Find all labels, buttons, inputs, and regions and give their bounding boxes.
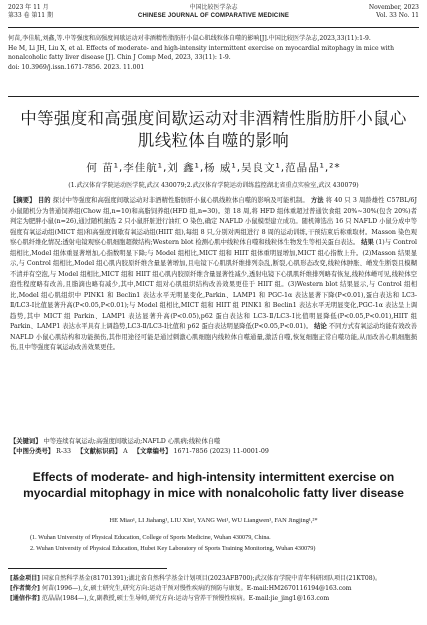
abstract-conclusion: 不同方式有氧运动均能有效改善 NAFLD 小鼠心肌结构和功能损伤,其作用途径可能是通过刺激心肌细胞内线粒体自噬通量,激活自噬,恢复细胞正常自噬功能,从而改善心肌细胞损伤,且中等强度有氧运动改善效果更佳。 bbox=[10, 323, 417, 351]
funding-text: 国家自然科学基金(81701391);湖北省自然科学基金计划项目(2023AFB700);武汉体育学院中青年科研团队项目(21KT08)。 bbox=[41, 575, 382, 582]
footnote-rule bbox=[8, 568, 167, 569]
journal-name-cn: 中国比较医学杂志 bbox=[189, 4, 238, 11]
header-right bbox=[369, 4, 419, 20]
doc-code-value: A bbox=[123, 448, 128, 455]
abstract-objective: 探讨中等强度和高强度间歇运动对非酒精性脂肪肝小鼠心肌线粒体自噬的影响及可能机制。 bbox=[52, 197, 309, 204]
keywords-cn bbox=[10, 437, 417, 448]
keywords-value: 中等连续有氧运动;高强度间歇运动;NAFLD 心肌病;线粒体自噬 bbox=[43, 438, 221, 445]
correspondence-text: 范晶晶(1984—),女,副教授,硕士生导师,研究方向:运动与营养干预慢性疾病。E-mail:jie_jing1@163.com bbox=[41, 595, 330, 602]
doi: doi: 10.3969/j.issn.1671-7856. 2023. 11.001 bbox=[8, 63, 145, 71]
authors-cn: 何 苗¹,李佳航¹,刘 鑫¹,杨 威¹,吴良文¹,范晶晶¹,²* bbox=[86, 162, 341, 174]
footnote-author-bio bbox=[10, 584, 417, 594]
abstract-results-label: 结果 bbox=[361, 239, 374, 246]
footnote-funding bbox=[10, 574, 417, 584]
abstract-methods-label: 方法 bbox=[310, 197, 324, 204]
abstract-methods: 将 40 只 3 周龄雄性 C57BL/6J 小鼠随机分为普通饲养组(Chow 组,n=10)和高脂饲养组(HFD 组,n=30)。第 18 周,将 HFD 组体重超过普通饮食组 20%~30%(包含 20%)者判定为肥胖小鼠(n=26),通过随机抽选 2 只小鼠肝脏进行油红 O 染色,确定 NAFLD 小鼠模型建立成功。随机筛选出 16 只 NAFLD 小鼠分成中等强度有氧运动组(MICT 组)和高强度间歇有氧运动组(HIIT 组),每组 8 只,分别对两组进行 8 周的运动训练,干预结束后称重取材。Masson 染色观察心肌纤维化情况;透射电镜观察心肌细胞超微结构;Western blot 检测心肌中线粒体自噬和线粒体生物发生等相关蛋白表达。 bbox=[10, 197, 417, 246]
keywords-label: 【关键词】 bbox=[10, 438, 42, 445]
classification-line bbox=[10, 447, 417, 458]
affiliation-cn: (1.武汉体育学院运动医学院,武汉 430079;2.武汉体育学院运动训练监控湖北省重点实验室,武汉 430079) bbox=[68, 182, 359, 189]
citation-rule bbox=[8, 96, 419, 97]
issue-volume-en: Vol. 33 No. 11 bbox=[376, 12, 419, 19]
issue-date-cn: 2023 年 11 月 bbox=[8, 4, 49, 11]
author-bio-text: 何苗(1996—),女,硕士研究生,研究方向:运动干预对慢性疾病的预防与康复。E-mail:HM2670116194@163.com bbox=[41, 585, 352, 592]
journal-name-en: CHINESE JOURNAL OF COMPARATIVE MEDICINE bbox=[137, 13, 290, 19]
article-number-value: 1671-7856 (2023) 11-0001-09 bbox=[173, 448, 269, 455]
doc-code-label: 【文献标识码】 bbox=[77, 448, 122, 455]
abstract-results: (1)与 Control 组相比,Model 组体重显著增加,心指数明显下降;与 Model 组相比,MICT 组和 HIIT 组体重明显增加,MICT 组心指数上升。(2)Masson 结果显示,与 Control 组相比,Model 组心肌内胶原纤维含量显著增加,且电镜下心肌肌纤维排列杂乱,断裂,心肌形态改变,线粒体肿胀、嵴发生断裂且模糊不清并有空泡,与 Model 组相比,MICT 组和 HIIT 组心肌内胶原纤维含量显著性减少,透射电镜下心肌肌纤维排列略有恢复,线粒体嵴可见,线粒体空泡性程度略有改善,且脂滴也略有减少,其中,MICT 组对心肌组织结构改善效果更佳于 HIIT 组。(3)Western blot 结果显示,与 Control 组相比,Model 组心肌组织中 PINK1 和 Beclin1 表达水平无明显变化,Parkin、LAMP1 和 PGC-1α 表达显著下降(P<0.01),蛋白表达和 LC3-Ⅱ/LC3-Ⅰ比值显著升高(P<0.05,P<0.01);与 Model 组相比,MICT 组和 HIIT 组 PINK1 和 Beclin1 表达水平无明显变化,PGC-1α 表达呈上调趋势,其中 MICT 组 Parkin、LAMP1 表达显著升高(P<0.05),p62 蛋白表达和 LC3-Ⅱ/LC3-Ⅰ比值明显降低(P<0.05,P<0.01),HIIT 组 Parkin、LAMP1 表达水平具有上调趋势,LC3-Ⅱ/LC3-Ⅰ比值和 p62 蛋白表达明显降低(P<0.05,P<0.01)。 bbox=[10, 239, 418, 330]
abstract-objective-label: 【摘要】 目的 bbox=[10, 197, 51, 204]
issue-date-en: November, 2023 bbox=[368, 4, 419, 11]
footnote-correspondence bbox=[10, 594, 417, 604]
issue-volume-cn: 第33 卷 第11 期 bbox=[8, 12, 53, 19]
clc-label: 【中图分类号】 bbox=[10, 448, 55, 455]
header-center bbox=[8, 4, 419, 20]
correspondence-label: [通信作者] bbox=[10, 595, 40, 602]
header-rule bbox=[8, 27, 419, 28]
article-title-cn: 中等强度和高强度间歇运动对非酒精性脂肪肝小鼠心肌线粒体自噬的影响 bbox=[20, 109, 407, 150]
running-header bbox=[8, 3, 419, 29]
author-bio-label: [作者简介] bbox=[10, 585, 40, 592]
footnotes bbox=[10, 574, 417, 604]
article-title-en: Effects of moderate- and high-intensity intermittent exercise on myocardial mitophagy in mice with nonalcoholic fatty liver disease bbox=[23, 470, 404, 500]
citation-cn: 何苗,李佳航,刘鑫,等.中等强度和高强度间歇运动对非酒精性脂肪肝小鼠心肌线粒体自噬的影响[J].中国比较医学杂志,2023,33(11):1-9. bbox=[8, 35, 371, 42]
article-number-label: 【文章编号】 bbox=[133, 448, 172, 455]
citation-en: He M, Li JH, Liu X, et al. Effects of moderate- and high-intensity intermittent exercise on myocardial mitophagy in mice with nonalcoholic fatty liver disease [J]. Chin J Comp Med, 2023, 33(11): 1-9. bbox=[8, 44, 395, 61]
affiliation-en-1: (1. Wuhan University of Physical Education, College of Sports Medicine, Wuhan 430079, China. bbox=[30, 534, 271, 541]
clc-value: R-33 bbox=[56, 448, 71, 455]
affiliation-en bbox=[30, 532, 407, 554]
abstract-cn bbox=[10, 196, 417, 354]
abstract-conclusion-label: 结论 bbox=[314, 323, 327, 330]
citation-block bbox=[8, 34, 417, 72]
affiliation-en-2: 2. Wuhan University of Physical Education, Hubei Key Laboratory of Sports Training Monitoring, Wuhan 430079) bbox=[30, 545, 316, 552]
authors-en: HE Miao¹, LI Jiahang¹, LIU Xin¹, YANG Wei¹, WU Liangwen¹, FAN Jingjing¹,²* bbox=[109, 517, 318, 524]
funding-label: [基金项目] bbox=[10, 575, 40, 582]
